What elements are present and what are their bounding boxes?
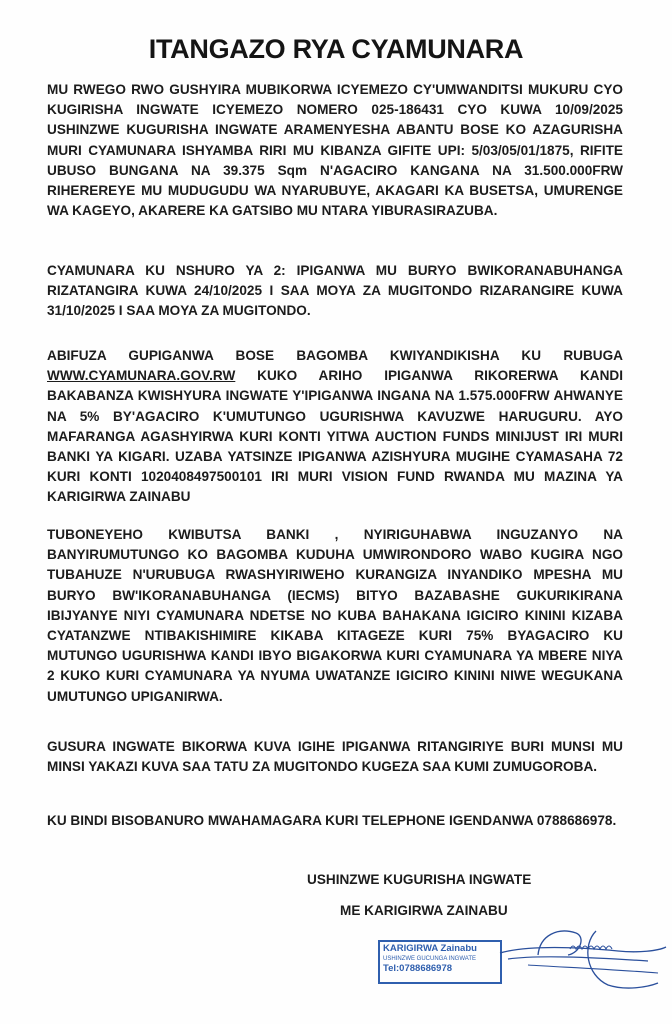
document-title: ITANGAZO RYA CYAMUNARA	[148, 34, 524, 64]
stamp-phone: Tel:0788686978	[383, 963, 453, 974]
signatory-name: ME KARIGIRWA ZAINABU	[340, 903, 508, 918]
registration-text-end: KUKO ARIHO IPIGANWA RIKORERWA KANDI BAKABANZA KWISHYURA INGWATE Y'IPIGANWA INGANA NA 1.575.000FRW AHWANYE NA 5% BY'AGACIRO K'UMUTUNGO UGURISHWA KAVUZWE HARUGURU. AYO MAFARANGA AGASHYIRWA KURI KONTI YITWA AUCTION FUNDS MINIJUST IRI MURI BANKI YA KIGARI. UZABA YATSINZE IPIGANWA AZISHYURA MUGIHE CYAMASAHA 72 KURI KONTI 1020408497500101 IRI MURI VISION FUND RWANDA MU MAZINA YA KARIGIRWA ZAINABU	[47, 368, 623, 505]
stamp-name: KARIGIRWA Zainabu	[383, 943, 477, 954]
paragraph-contact-info: KU BINDI BISOBANURO MWAHAMAGARA KURI TELEPHONE IGENDANWA 0788686978.	[47, 813, 617, 828]
registration-text-start: ABIFUZA GUPIGANWA BOSE BAGOMBA KWIYANDIKISHA KU RUBUGA	[47, 348, 623, 363]
paragraph-visiting-hours: GUSURA INGWATE BIKORWA KUVA IGIHE IPIGANWA RITANGIRIYE BURI MUNSI MU MINSI YAKAZI KUVA SAA TATU ZA MUGITONDO KUGEZA SAA KUMI ZUMUGOROBA.	[47, 739, 623, 775]
paragraph-auction-details: MU RWEGO RWO GUSHYIRA MUBIKORWA ICYEMEZO CY'UMWANDITSI MUKURU CYO KUGIRISHA INGWATE ICYEMEZO NOMERO 025-186431 CYO KUWA 10/09/2025 USHINZWE KUGURISHA INGWATE ARAMENYESHA ABANTU BOSE KO AZAGURISHA MURI CYAMUNARA ISHYAMBA RIRI MU KIBANZA GIFITE UPI: 5/03/05/01/1875, RIFITE UBUSO BUNGANA NA 39.375 Sqm N'AGACIRO KANGANA NA 31.500.000FRW RIHEREREYE MU MUDUGUDU WA NYARUBUYE, AKAGARI KA BUSETSA, UMURENGE WA KAGEYO, AKARERE KA GATSIBO MU NTARA YIBURASIRAZUBA.	[47, 82, 623, 219]
official-stamp	[378, 940, 502, 984]
cyamunara-website-link[interactable]: WWW.CYAMUNARA.GOV.RW	[47, 368, 236, 384]
paragraph-registration	[47, 346, 623, 508]
stamp-title: USHINZWE GUCUNGA INGWATE	[383, 956, 476, 962]
paragraph-bank-reminder: TUBONEYEHO KWIBUTSA BANKI , NYIRIGUHABWA INGUZANYO NA BANYIRUMUTUNGO KO BAGOMBA KUDUHA UMWIRONDORO WABO KUGIRA NGO TUBAHUZE N'URUBUGA RWASHYIRIWEHO KURANGIZA INYANDIKO MPESHA MU BURYO BW'IKORANABUHANGA (IECMS) BITYO BAZABASHE GUKURIKIRANA IBIJYANYE NIYI CYAMUNARA NDETSE NO KUBA BAHAKANA IGICIRO KININI KIZABA CYATANZWE NTIBAKISHIMIRE KIKABA KITAGEZE KURI 75% BYAGACIRO KU MUTUNGO UGURISHWA KANDI IBYO BIGAKORWA KURI CYAMUNARA YA MBERE NIYA 2 KUKO KURI CYAMUNARA YA NYUMA UWATANZE IGICIRO KININI NIWE WEGUKANA UMUTUNGO UPIGANIRWA.	[47, 527, 623, 704]
paragraph-auction-dates: CYAMUNARA KU NSHURO YA 2: IPIGANWA MU BURYO BWIKORANABUHANGA RIZATANGIRA KUWA 24/10/2025 I SAA MOYA ZA MUGITONDO RIZARANGIRE KUWA 31/10/2025 I SAA MOYA ZA MUGITONDO.	[47, 263, 623, 319]
signatory-role: USHINZWE KUGURISHA INGWATE	[307, 872, 532, 887]
handwritten-signature-icon	[498, 925, 668, 995]
